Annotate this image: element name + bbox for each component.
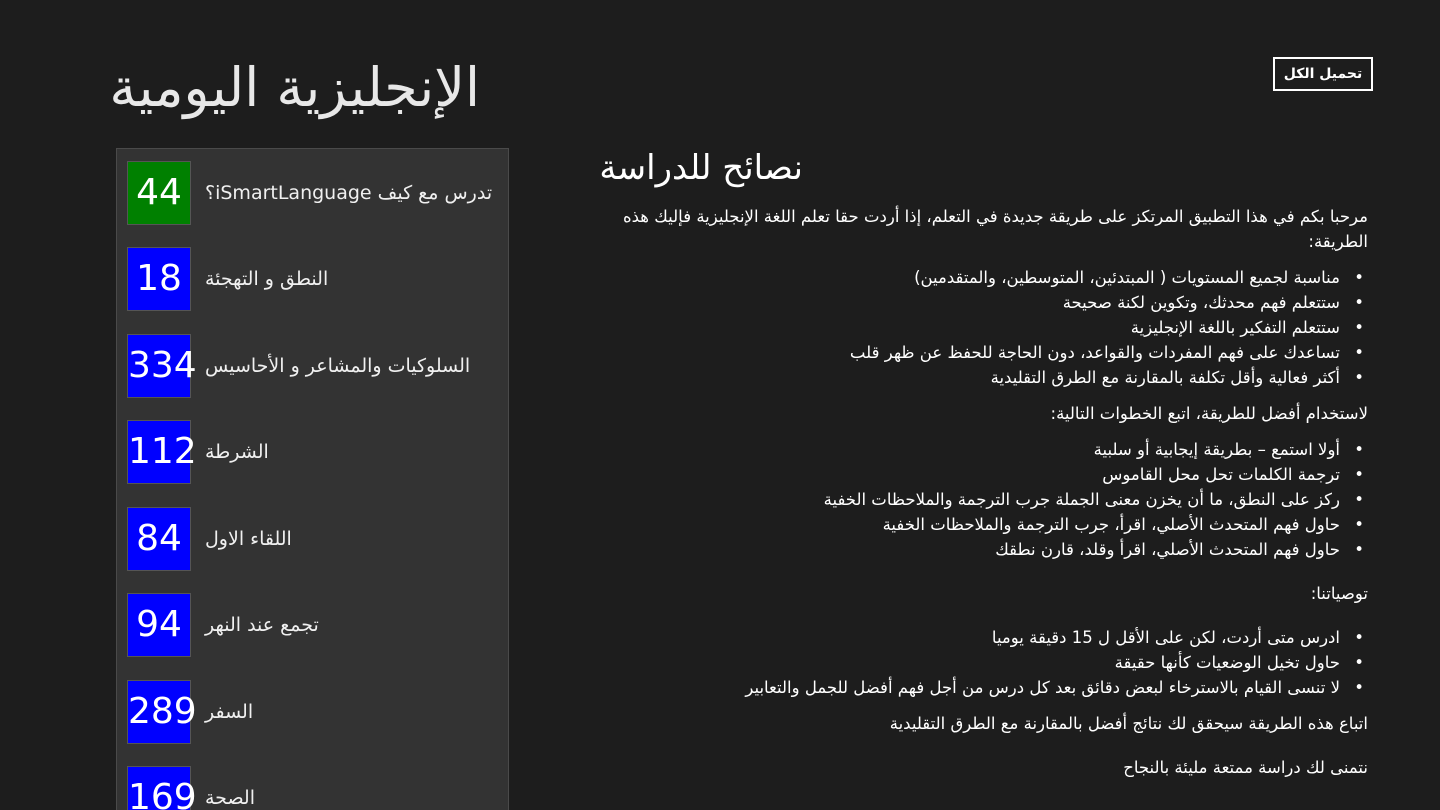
lesson-title: تدرس مع كيف iSmartLanguage؟ [205, 182, 493, 204]
lesson-item-travel[interactable] [117, 668, 508, 744]
list-item: • لا تنسى القيام بالاسترخاء لبعض دقائق بعد كل درس من أجل فهم أفضل للجمل والتعابير [560, 675, 1340, 700]
lesson-title: اللقاء الاول [205, 528, 292, 550]
list-item: • تساعدك على فهم المفردات والقواعد، دون الحاجة للحفظ عن ظهر قلب [560, 340, 1340, 365]
list-item: • حاول تخيل الوضعيات كأنها حقيقة [560, 650, 1340, 675]
list-item: • أكثر فعالية وأقل تكلفة بالمقارنة مع الطرق التقليدية [560, 365, 1340, 390]
intro-paragraph: مرحبا بكم في هذا التطبيق المرتكز على طريقة جديدة في التعلم، إذا أردت حقا تعلم اللغة الإنجليزية فإليك هذه الطريقة: [623, 207, 1368, 251]
recommendations-list [560, 625, 1368, 700]
lesson-item-police[interactable] [117, 408, 508, 484]
lesson-title: الشرطة [205, 441, 269, 463]
list-item: • ركز على النطق، ما أن يخزن معنى الجملة جرب الترجمة والملاحظات الخفية [560, 487, 1340, 512]
conclusion-paragraph: اتباع هذه الطريقة سيحقق لك نتائج أفضل بالمقارنة مع الطرق التقليدية [889, 714, 1368, 733]
lesson-title: السلوكيات والمشاعر و الأحاسيس [205, 355, 471, 377]
lesson-count-badge: 112 [127, 420, 191, 484]
benefits-list [560, 265, 1368, 390]
lesson-item-first-meeting[interactable] [117, 495, 508, 571]
lesson-count-badge: 334 [127, 334, 191, 398]
list-item: • ادرس متى أردت، لكن على الأقل ل 15 دقيقة يوميا [560, 625, 1340, 650]
lesson-item-health[interactable] [117, 754, 508, 810]
lesson-title: النطق و التهجئة [205, 268, 329, 290]
download-all-button[interactable]: تحميل الكل [1273, 57, 1373, 91]
lesson-list[interactable] [116, 148, 509, 810]
lesson-count-badge: 169 [127, 766, 191, 810]
lesson-title: السفر [205, 701, 254, 723]
lesson-item-behaviors[interactable] [117, 322, 508, 398]
steps-heading: لاستخدام أفضل للطريقة، اتبع الخطوات التالية: [1050, 404, 1368, 423]
list-item: • أولا استمع – بطريقة إيجابية أو سلبية [560, 437, 1340, 462]
lesson-count-badge: 94 [127, 593, 191, 657]
lesson-title: الصحة [205, 787, 255, 809]
lesson-title: تجمع عند النهر [205, 614, 319, 636]
list-item: • حاول فهم المتحدث الأصلي، اقرأ وقلد، قارن نطقك [560, 537, 1340, 562]
lesson-count-badge: 18 [127, 247, 191, 311]
lesson-item-ismartlanguage[interactable] [117, 149, 508, 225]
recommendations-heading: توصياتنا: [1310, 584, 1368, 603]
content-title: نصائح للدراسة [599, 148, 803, 188]
list-item: • مناسبة لجميع المستويات ( المبتدئين، المتوسطين، والمتقدمين) [560, 265, 1340, 290]
closing-paragraph: نتمنى لك دراسة ممتعة مليئة بالنجاح [1123, 758, 1368, 777]
lesson-item-river-gathering[interactable] [117, 581, 508, 657]
steps-list [560, 437, 1368, 562]
lesson-count-badge: 84 [127, 507, 191, 571]
list-item: • ترجمة الكلمات تحل محل القاموس [560, 462, 1340, 487]
lesson-count-badge: 44 [127, 161, 191, 225]
lesson-count-badge: 289 [127, 680, 191, 744]
study-tips-content [560, 140, 1368, 780]
lesson-item-pronunciation[interactable] [117, 235, 508, 311]
list-item: • ستتعلم التفكير باللغة الإنجليزية [560, 315, 1340, 340]
app-title: الإنجليزية اليومية [109, 56, 480, 119]
list-item: • ستتعلم فهم محدثك، وتكوين لكنة صحيحة [560, 290, 1340, 315]
list-item: • حاول فهم المتحدث الأصلي، اقرأ، جرب الترجمة والملاحظات الخفية [560, 512, 1340, 537]
